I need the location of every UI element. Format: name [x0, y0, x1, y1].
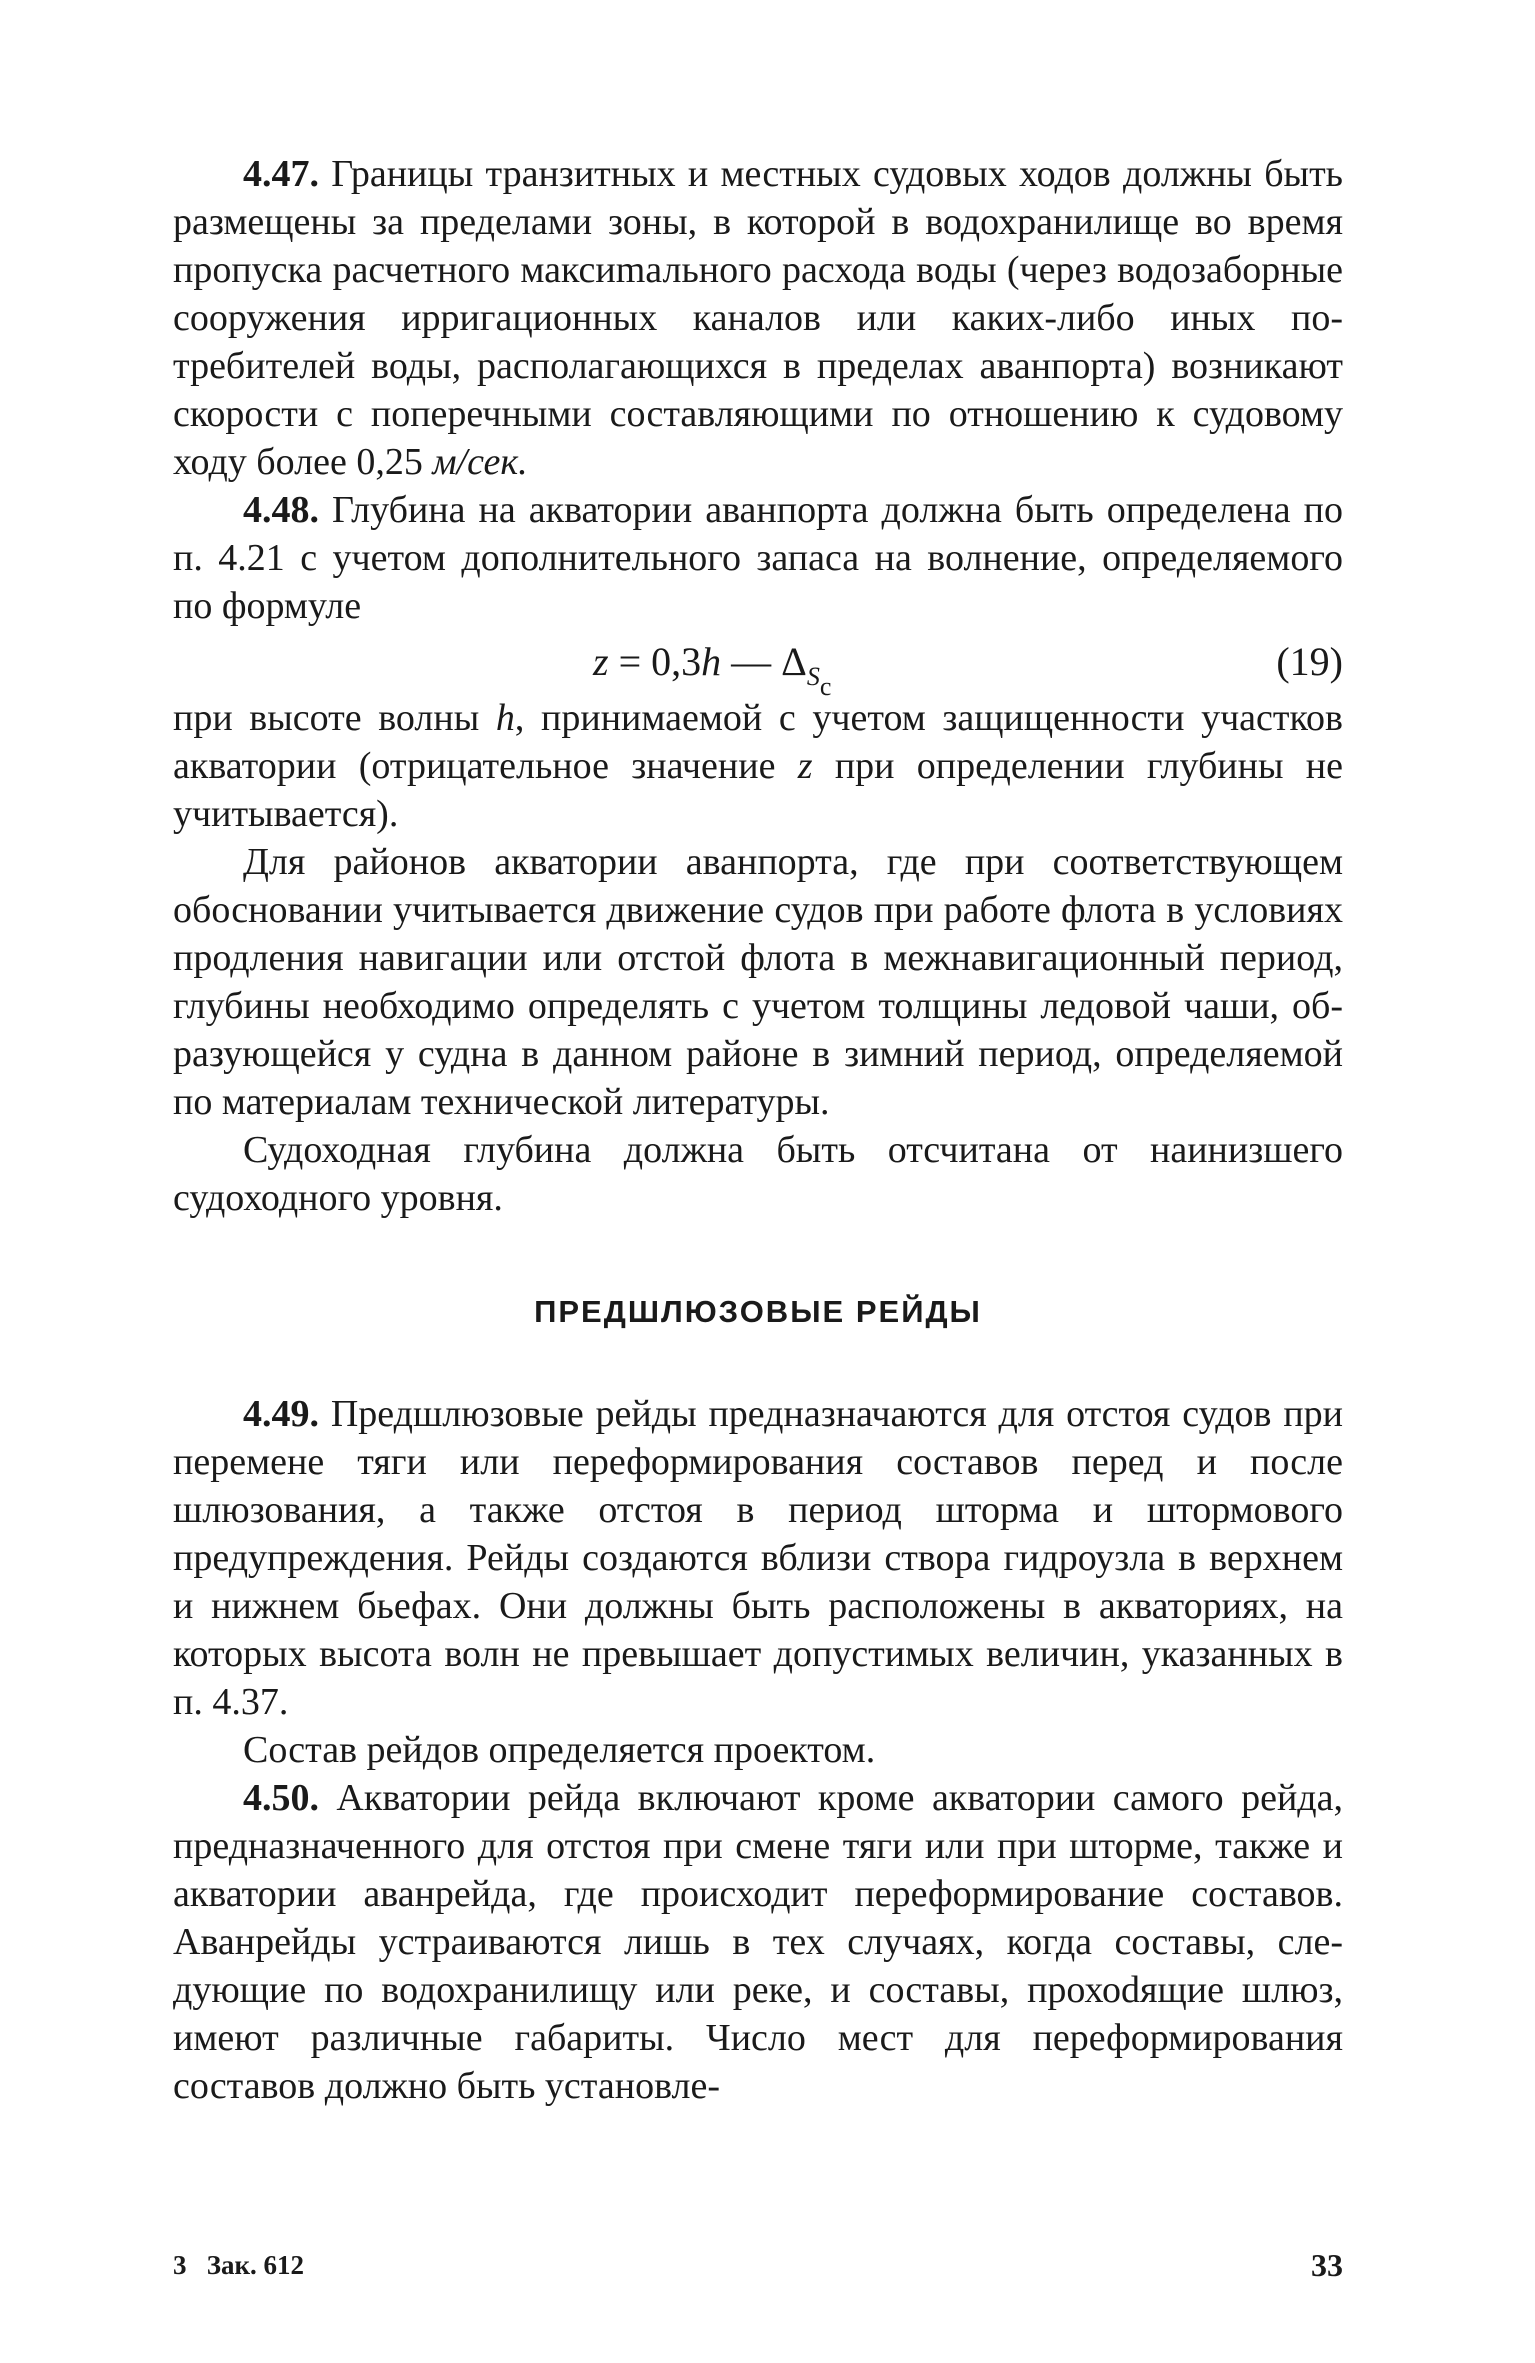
formula-subscript — [806, 662, 832, 701]
paragraph-text: Судоходная глубина должна быть отсчитана от наинизшего судоходного уровня. — [173, 1129, 1343, 1219]
paragraph-composition — [173, 1726, 1343, 1774]
formula — [593, 630, 831, 719]
paragraph-text: Границы транзитных и местных судовых ходов должны быть размещены за пределами зоны, в которой в водохранилище во время пропуска расчетного максиmального расхода воды (через водозаборные сооружения ирригационных каналов или каких-либо иных потребителей воды, располагающихся в пределах аванпорта) возникают скорости с поперечными составляющими по отношению к судовому ходу более 0,25 — [173, 153, 1344, 483]
paragraph-navigable-depth — [173, 1126, 1343, 1222]
section-heading: ПРЕДШЛЮЗОВЫЕ РЕЙДЫ — [534, 1294, 982, 1329]
paragraph-text: Предшлюзовые рейды предназначаются для отстоя судов при перемене тяги или переформирования составов перед и после шлюзования, а также отстоя в период шторма и штормового предупреждения. Рейды создаются вблизи створа гидроузла в верхнем и нижнем бьефах. Они должны быть расположены в акваториях, на которых высота волн не превышает допустимых величин, указанных в п. 4.37. — [173, 1393, 1344, 1723]
page-body — [173, 150, 1343, 2110]
paragraph-text: , принимаемой с учетом защищенности участков акватории (отрицательное значение — [173, 697, 1343, 787]
paragraph-4-50 — [173, 1774, 1343, 2110]
formula-minus-delta: — Δ — [721, 639, 807, 684]
formula-subscript-s: S — [806, 662, 820, 691]
paragraph-text: Глубина на акватории аванпорта должна быть определена по п. 4.21 с учетом дополнительного запаса на волнение, определяемого по формуле — [173, 489, 1344, 627]
unit-text: м/сек. — [432, 441, 528, 483]
formula-subscript-c: c — [819, 672, 832, 701]
clause-number: 4.48. — [243, 489, 319, 531]
paragraph-text: при высоте волны — [173, 697, 496, 739]
footer-signature: 3 Зак. 612 — [173, 2250, 305, 2280]
clause-number: 4.50. — [243, 1777, 319, 1819]
paragraph-4-48 — [173, 486, 1343, 630]
formula-equals: = 0,3 — [608, 639, 702, 684]
clause-number: 4.47. — [243, 153, 319, 195]
variable-h: h — [495, 697, 515, 739]
formula-number: (19) — [1276, 639, 1343, 684]
clause-number: 4.49. — [243, 1393, 319, 1435]
formula-line — [173, 630, 1343, 701]
paragraph-text: при определении глубины не учитывается). — [173, 745, 1343, 835]
paragraph-ice-depth — [173, 838, 1343, 1126]
page-footer — [173, 2245, 1343, 2285]
formula-variable-z: z — [593, 639, 609, 684]
paragraph-text: Для районов акватории аванпорта, где при соответствующем обосновании учитывается движение судов при работе флота в условиях продления навигации или отстой флота в межнавигационный период, глубины необходимо определять с учетом толщины ледовой чаши, образующейся у судна в данном районе в зимний период, определяемой по материалам технической литературы. — [173, 841, 1343, 1123]
paragraph-4-47 — [173, 150, 1343, 486]
page-number: 33 — [1311, 2247, 1343, 2283]
paragraph-4-49 — [173, 1390, 1343, 1726]
paragraph-text: Состав рейдов определяется проектом. — [243, 1729, 876, 1771]
formula-variable-h: h — [701, 639, 722, 684]
paragraph-text: Акватории рейда включают кроме акватории самого рейда, предназначенного для отстоя при смене тяги или при шторме, также и акватории аванрейда, где происходит переформирование составов. Аванрейды устраиваются лишь в тех случаях, когда составы, следующие по водохранилищу или реке, и составы, прохоdящие шлюз, имеют различные габариты. Число мест для переформирования составов должно быть установле- — [173, 1777, 1343, 2107]
variable-z: z — [797, 745, 813, 787]
